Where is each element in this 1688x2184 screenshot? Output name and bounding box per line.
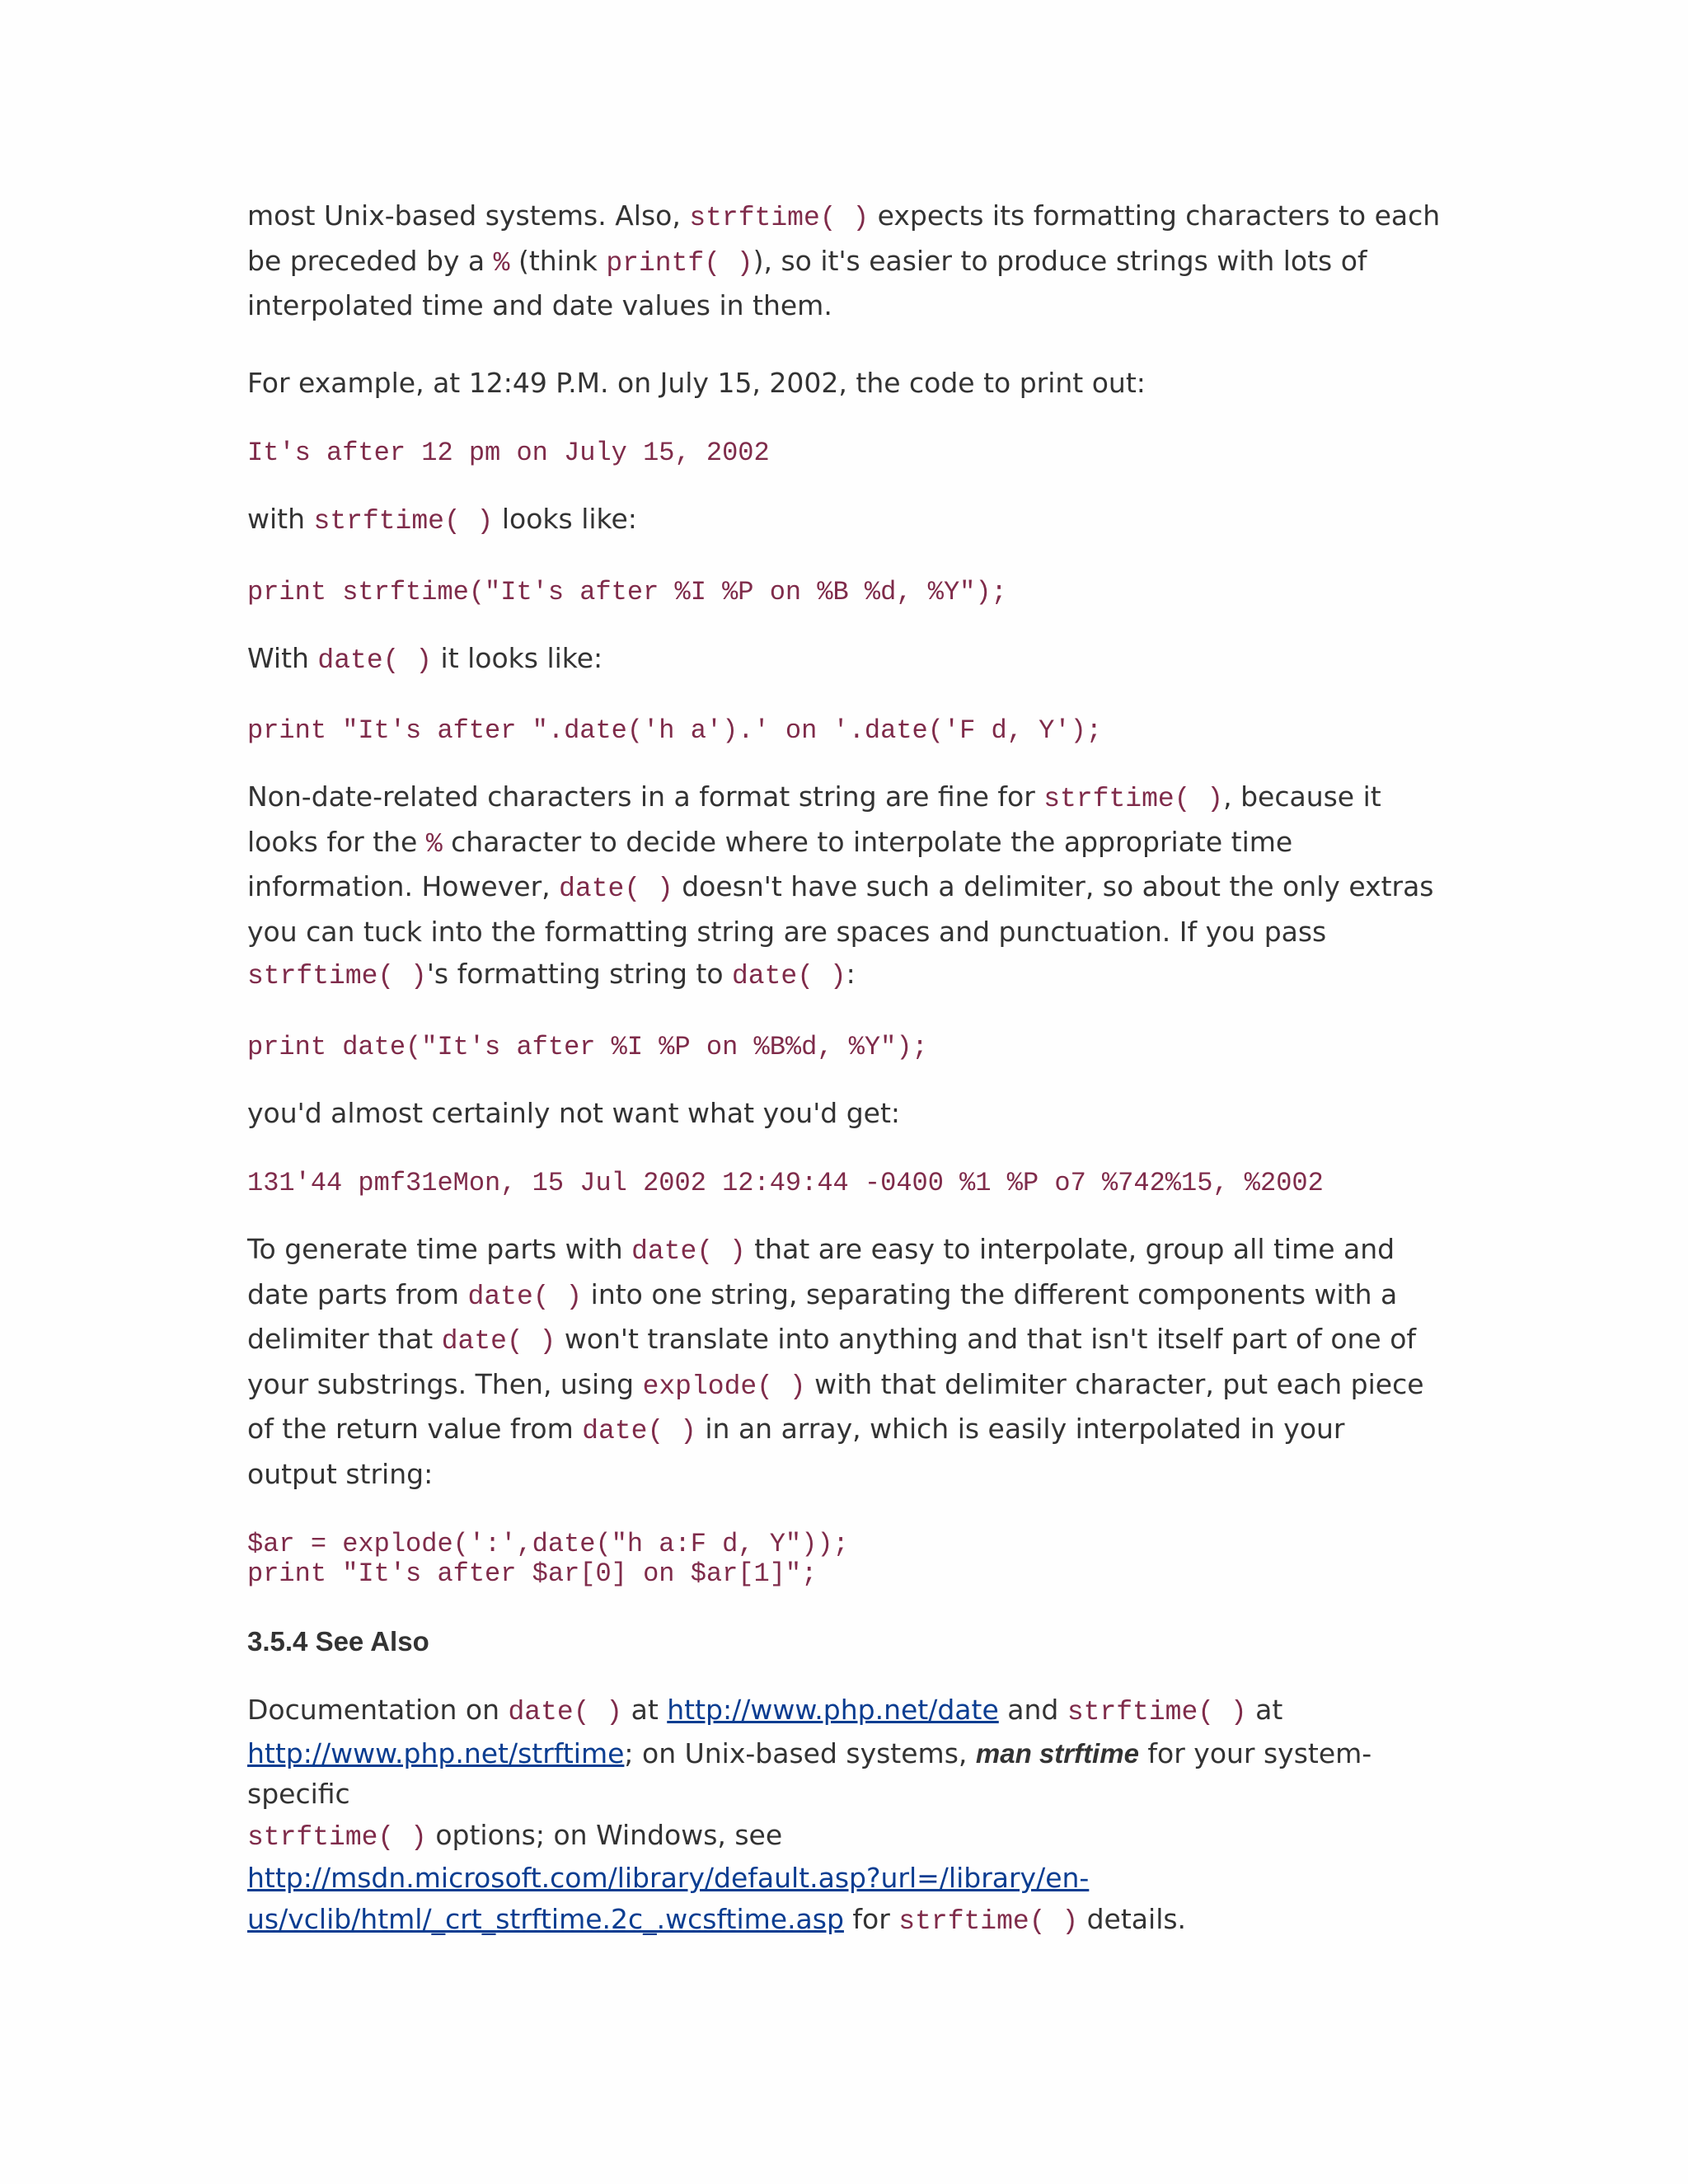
inline-code: date( ): [631, 1236, 746, 1267]
inline-code: strftime( ): [313, 506, 494, 537]
paragraph-with-strftime: with strftime( ) looks like:: [247, 503, 637, 537]
inline-code: printf( ): [606, 247, 753, 279]
paragraph-with-date: With date( ) it looks like:: [247, 641, 603, 676]
paragraph-explode: To generate time parts with date( ) that are easy to interpolate, group all time and date parts from date( ) into one string, separating the different components with a delimiter that date( ) won't translate into anything and that isn't itself part of one of your substrings. Then, using explode( ) with that delimiter character, put each piece of the return value from date( ) in an array, which is easily interpolated in your output string:: [247, 1233, 1424, 1490]
inline-code: date( ): [467, 1281, 583, 1312]
section-heading-see-also: 3.5.4 See Also: [247, 1626, 429, 1657]
inline-code: date( ): [559, 874, 673, 904]
emphasis-man-strftime: man strftime: [975, 1737, 1139, 1769]
code-block-date-bad: print date("It's after %I %P on %B%d, %Y");: [247, 1031, 928, 1062]
code-block-date: print "It's after ".date('h a').' on '.date('F d, Y');: [247, 715, 1102, 746]
inline-code: date( ): [732, 961, 846, 991]
inline-code: strftime( ): [247, 1821, 427, 1853]
code-block-explode: $ar = explode(':',date("h a:F d, Y")); print "It's after $ar[0] on $ar[1]";: [247, 1529, 849, 1589]
document-page: [247, 194, 1442, 1942]
inline-code: strftime( ): [1043, 784, 1224, 814]
inline-code: %: [493, 247, 510, 279]
inline-code: date( ): [441, 1326, 556, 1357]
inline-code: strftime( ): [1067, 1697, 1247, 1727]
link-msdn-strftime[interactable]: http://msdn.microsoft.com/library/default.asp?url=/library/en- us/vclib/html/_crt_strftime.2c_.wcsftime.asp: [247, 1862, 1090, 1935]
code-block-strftime: print strftime("It's after %I %P on %B %d, %Y");: [247, 576, 1007, 607]
inline-code: date( ): [317, 644, 433, 676]
paragraph-not-want: you'd almost certainly not want what you'd get:: [247, 1096, 901, 1129]
paragraph-strftime-intro: most Unix-based systems. Also, strftime( ) expects its formatting characters to each be preceded by a % (think printf( )), so it's easier to produce strings with lots of interpolated time and date values in them.: [247, 199, 1441, 321]
link-php-strftime[interactable]: http://www.php.net/strftime: [247, 1736, 625, 1769]
inline-code: strftime( ): [898, 1905, 1079, 1937]
inline-code: strftime( ): [247, 961, 427, 991]
paragraph-non-date-characters: Non-date-related characters in a format string are fine for strftime( ), because it looks for the % character to decide where to interpolate the appropriate time information. However, date( ) doesn't have such a delimiter, so about the only extras you can tuck into the formatting string are spaces and punctuation. If you pass strftime( )'s formatting string to date( ):: [247, 780, 1434, 991]
inline-code: date( ): [508, 1697, 623, 1727]
inline-code: explode( ): [642, 1371, 806, 1402]
inline-code: %: [425, 828, 443, 860]
code-block-bad-output: 131'44 pmf31eMon, 15 Jul 2002 12:49:44 -0400 %1 %P o7 %742%15, %2002: [247, 1168, 1324, 1198]
code-block-output: It's after 12 pm on July 15, 2002: [247, 438, 770, 468]
paragraph-example: For example, at 12:49 P.M. on July 15, 2002, the code to print out:: [247, 366, 1146, 399]
paragraph-see-also: Documentation on date( ) at http://www.php.net/date and strftime( ) at http://www.php.net/strftime; on Unix-based systems, man strftime for your system-specific strftime( ) options; on Windows, see http://msdn.microsoft.com/library/default.asp?url=/library/en- us/vclib/html/_crt_strftime.2c_.wcsftime.asp for strftime( ) details.: [247, 1694, 1372, 1937]
inline-code: date( ): [582, 1416, 696, 1446]
inline-code: strftime( ): [689, 203, 870, 233]
link-php-date[interactable]: http://www.php.net/date: [667, 1694, 999, 1726]
